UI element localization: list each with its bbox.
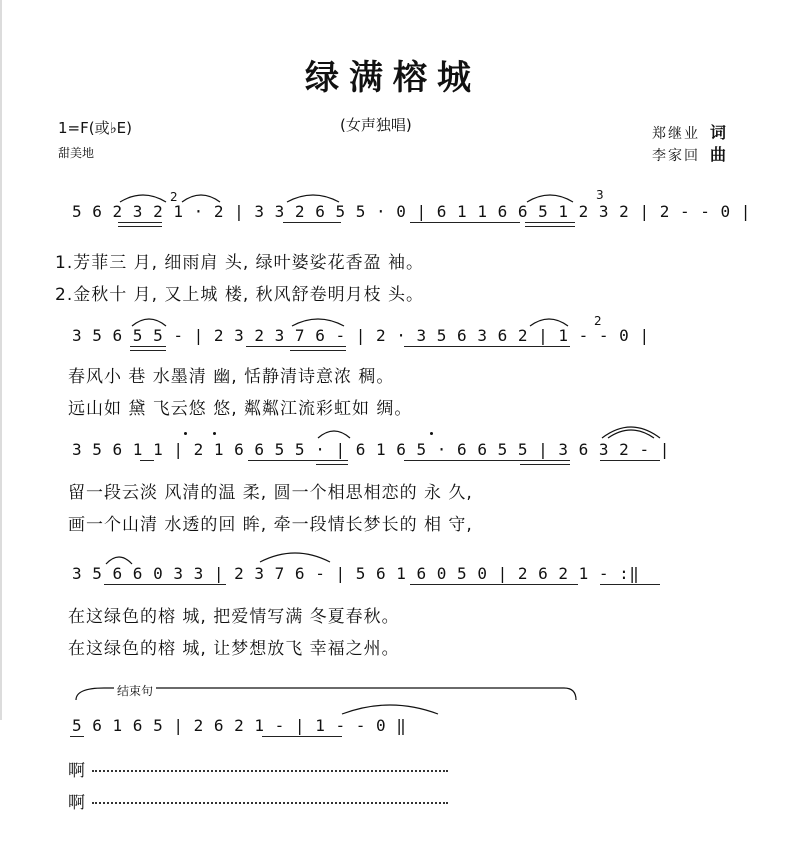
slur [290, 314, 346, 328]
slur [528, 314, 570, 328]
hum-dotted-line [92, 802, 448, 804]
lyric-verse-1: 留一段云淡 风清的温 柔, 圆一个相思相恋的 永 久, [68, 483, 473, 503]
underline-beam [290, 350, 346, 351]
slur [130, 314, 168, 328]
underline-beam [410, 222, 520, 223]
tempo-marking: 甜美地 [58, 146, 95, 160]
underline-beam [262, 736, 342, 737]
underline-beam [118, 222, 162, 223]
notation-line-3: 3 5 6 1 1 | 2 1 6 6 5 5 · | 6 1 6 5 · 6 6 5 5 | 3 6 3 2 - | [72, 440, 670, 459]
song-title: 绿满榕城 [305, 58, 481, 98]
underline-beam [104, 584, 194, 585]
slur [600, 420, 662, 440]
underline-beam [70, 736, 84, 737]
underline-beam [600, 460, 660, 461]
underline-beam [520, 464, 570, 465]
underline-beam [118, 226, 162, 227]
hum-dotted-line [92, 770, 448, 772]
page-edge [0, 0, 2, 720]
underline-beam [404, 346, 570, 347]
slur [258, 548, 332, 564]
underline-beam [246, 346, 346, 347]
lyricist-name: 郑继业 [652, 126, 700, 142]
underline-beam [404, 460, 570, 461]
underline-beam [410, 584, 578, 585]
grace-note: 3 [596, 188, 604, 202]
composer-credit [652, 142, 728, 165]
slur [104, 552, 134, 566]
underline-beam [130, 346, 166, 347]
lyric-verse-1: 1.芳菲三 月, 细雨肩 头, 绿叶婆娑花香盈 袖。 [55, 253, 425, 273]
grace-note: 2 [170, 190, 178, 204]
octave-dot [430, 432, 433, 435]
key-signature: 1=F(或♭E) [58, 119, 132, 137]
underline-beam [140, 460, 154, 461]
notation-line-4: 3 5 6 6 0 3 3 | 2 3 7 6 - | 5 6 1 6 0 5 0 | 2 6 2 1 - :‖ [72, 564, 640, 583]
lyricist-role: 词 [710, 123, 729, 142]
underline-beam [600, 584, 660, 585]
grace-note: 2 [594, 314, 602, 328]
lyric-verse-2: 在这绿色的榕 城, 让梦想放飞 幸福之州。 [68, 639, 400, 659]
underline-beam [248, 460, 348, 461]
slur [525, 190, 575, 204]
lyric-hum-1: 啊 [68, 761, 86, 781]
lyric-verse-2: 画一个山清 水透的回 眸, 牵一段情长梦长的 相 守, [68, 515, 473, 535]
performance-note: (女声独唱) [340, 116, 412, 134]
composer-role: 曲 [710, 145, 729, 164]
composer-name: 李家回 [652, 148, 700, 164]
notation-line-1: 5 6 2 3 2 1 · 2 | 3 3 2 6 5 5 · 0 | 6 1 1 6 6 5 1 2 3 2 | 2 - - 0 | [72, 202, 751, 221]
slur [316, 426, 352, 440]
underline-beam [316, 464, 348, 465]
lyricist-credit [652, 120, 728, 143]
notation-line-2: 3 5 6 5 5 - | 2 3 2 3 7 6 - | 2 · 3 5 6 3 6 2 | 1 - - 0 | [72, 326, 650, 345]
underline-beam [130, 350, 166, 351]
underline-beam [525, 222, 575, 223]
underline-beam [190, 584, 226, 585]
notation-line-5: 5 6 1 6 5 | 2 6 2 1 - | 1 - - 0 ‖ [72, 716, 407, 735]
ending-label: 结束句 [114, 682, 156, 699]
lyric-verse-2: 2.金秋十 月, 又上城 楼, 秋风舒卷明月枝 头。 [55, 285, 425, 305]
underline-beam [283, 222, 341, 223]
slur [285, 190, 341, 204]
lyric-verse-1: 在这绿色的榕 城, 把爱情写满 冬夏春秋。 [68, 607, 400, 627]
lyric-verse-2: 远山如 黛 飞云悠 悠, 粼粼江流彩虹如 绸。 [68, 399, 413, 419]
lyric-verse-1: 春风小 巷 水墨清 幽, 恬静清诗意浓 稠。 [68, 367, 395, 387]
slur [180, 190, 222, 204]
slur [340, 700, 440, 716]
octave-dot [213, 432, 216, 435]
underline-beam [525, 226, 575, 227]
octave-dot [184, 432, 187, 435]
lyric-hum-2: 啊 [68, 793, 86, 813]
slur [118, 190, 168, 204]
